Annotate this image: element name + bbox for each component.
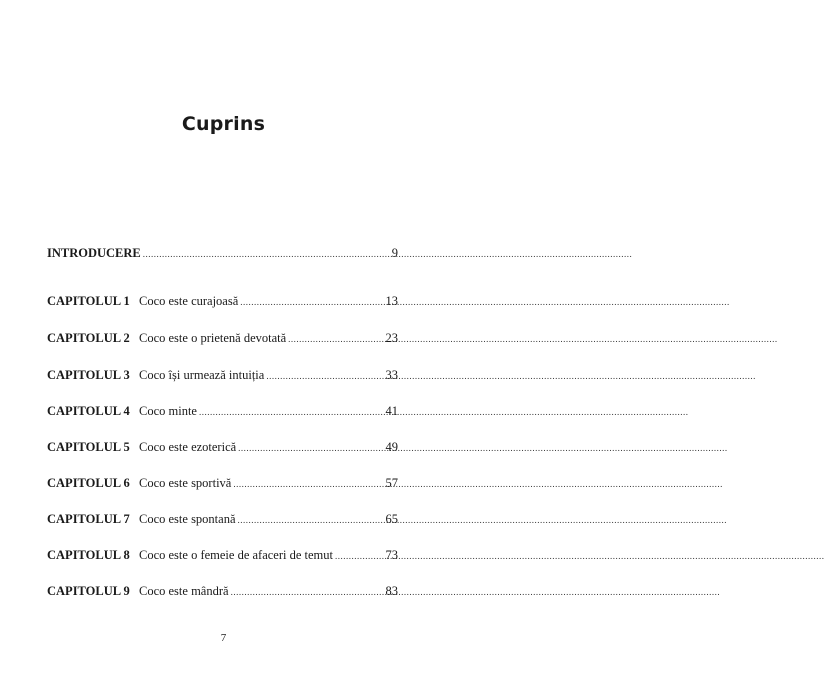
toc-entry-chapter-5 (47, 437, 398, 457)
toc-entry-introduction (47, 243, 398, 263)
dot-leader (231, 582, 376, 602)
toc-entry-title: Coco este o femeie de afaceri de temut (139, 548, 334, 562)
toc-entry-chapter-3 (47, 365, 398, 385)
dot-leader (240, 292, 376, 312)
toc-entry-chapter-8 (47, 545, 398, 565)
toc-entry-title: Coco este curajoasă (139, 294, 239, 308)
dot-leader (233, 474, 376, 494)
toc-entry-chapter-9 (47, 581, 398, 601)
toc-entry-label: CAPITOLUL 8 (47, 548, 130, 562)
toc-entry-label: CAPITOLUL 1 (47, 294, 130, 308)
toc-entry-title: Coco este o prietenă devotată (139, 331, 287, 345)
dot-leader (238, 510, 376, 530)
toc-entry-chapter-2 (47, 328, 398, 348)
toc-entry-title: Coco minte (139, 404, 197, 418)
dot-leader (266, 366, 376, 386)
toc-entry-page: 49 (385, 440, 398, 454)
toc-entry-page: 23 (385, 331, 398, 345)
toc-entry-page: 65 (385, 512, 398, 526)
toc-entry-label: CAPITOLUL 2 (47, 331, 130, 345)
toc-entry-chapter-4 (47, 401, 398, 421)
toc-entry-label: INTRODUCERE (47, 246, 141, 260)
toc-entry-title: Coco este ezoterică (139, 440, 237, 454)
dot-leader (335, 546, 376, 566)
toc-entry-title: Coco este mândră (139, 584, 229, 598)
toc-entry-page: 9 (391, 246, 398, 260)
toc-entry-title: Coco este spontană (139, 512, 236, 526)
dot-leader (288, 329, 376, 349)
toc-entry-label: CAPITOLUL 6 (47, 476, 130, 490)
toc-entry-label: CAPITOLUL 4 (47, 404, 130, 418)
toc-entry-chapter-7 (47, 509, 398, 529)
toc-entry-label: CAPITOLUL 9 (47, 584, 130, 598)
toc-entry-label: CAPITOLUL 7 (47, 512, 130, 526)
dot-leader (143, 244, 376, 264)
toc-entry-page: 83 (385, 584, 398, 598)
toc-entry-label: CAPITOLUL 3 (47, 368, 130, 382)
toc-entry-title: Coco este sportivă (139, 476, 232, 490)
toc-entry-title: Coco își urmează intuiția (139, 368, 265, 382)
toc-entry-chapter-6 (47, 473, 398, 493)
toc-entry-page: 41 (385, 404, 398, 418)
dot-leader (238, 438, 376, 458)
toc-entry-page: 33 (385, 368, 398, 382)
toc-entry-page: 13 (385, 294, 398, 308)
page-title: Cuprins (181, 113, 266, 135)
dot-leader (199, 402, 376, 422)
toc-entry-label: CAPITOLUL 5 (47, 440, 130, 454)
page-number: 7 (220, 632, 227, 644)
toc-entry-chapter-1 (47, 291, 398, 311)
toc-entry-page: 57 (385, 476, 398, 490)
toc-entry-page: 73 (385, 548, 398, 562)
